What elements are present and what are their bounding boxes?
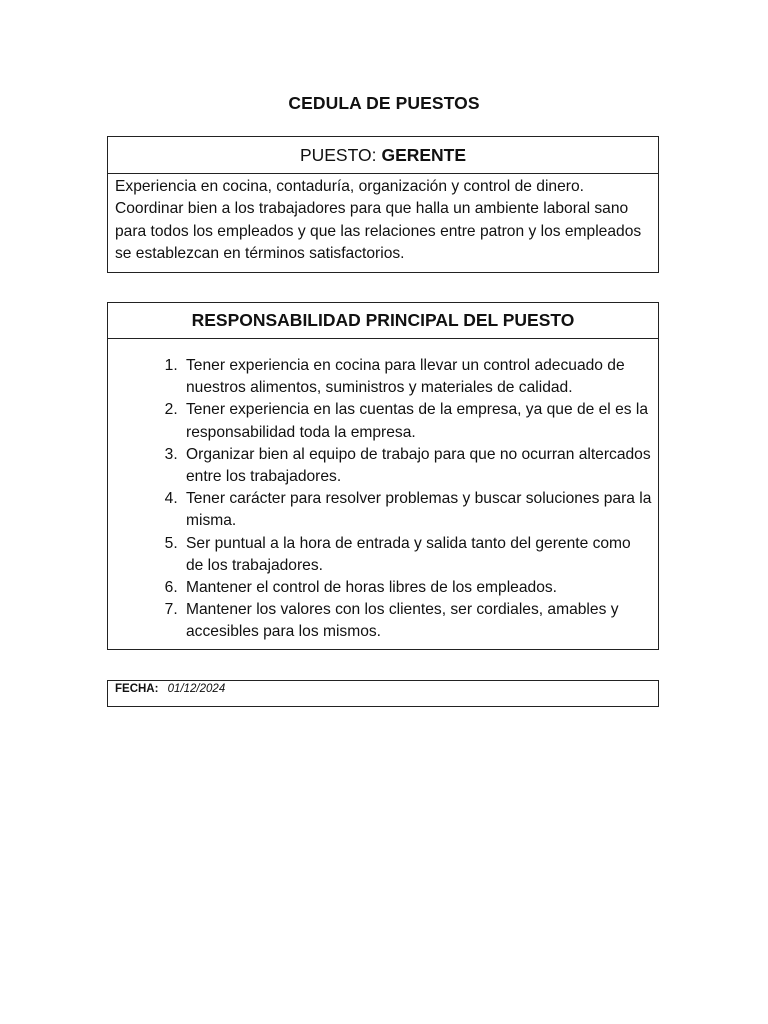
- list-item: 6. Mantener el control de horas libres de los empleados.: [182, 577, 652, 599]
- fecha-section: [107, 680, 659, 707]
- list-item: 5. Ser puntual a la hora de entrada y salida tanto del gerente como de los trabajadores.: [182, 533, 652, 577]
- puesto-description: Experiencia en cocina, contaduría, organización y control de dinero. Coordinar bien a los trabajadores para que halla un ambiente laboral sano para todos los empleados y que las relaciones entre patron y los empleados se establezcan en términos satisfactorios.: [115, 178, 642, 263]
- puesto-label: PUESTO:: [299, 144, 377, 165]
- responsabilidad-list: [108, 339, 658, 644]
- list-item: 1. Tener experiencia en cocina para llevar un control adecuado de nuestros alimentos, suministros y materiales de calidad.: [182, 355, 652, 399]
- fecha-value: 01/12/2024: [167, 683, 226, 695]
- list-item: 4. Tener carácter para resolver problemas y buscar soluciones para la misma.: [182, 488, 652, 532]
- list-item: 2. Tener experiencia en las cuentas de la empresa, ya que de el es la responsabilidad toda la empresa.: [182, 399, 652, 443]
- list-item: 3. Organizar bien al equipo de trabajo para que no ocurran altercados entre los trabajadores.: [182, 444, 652, 488]
- document-title: CEDULA DE PUESTOS: [288, 93, 480, 113]
- puesto-header: [108, 137, 658, 174]
- puesto-section: [107, 136, 659, 273]
- responsabilidad-heading: RESPONSABILIDAD PRINCIPAL DEL PUESTO: [108, 303, 658, 339]
- puesto-value: GERENTE: [381, 144, 467, 165]
- responsabilidad-section: [107, 302, 659, 650]
- list-item: 7. Mantener los valores con los clientes, ser cordiales, amables y accesibles para los mismos.: [182, 599, 652, 643]
- fecha-label: FECHA:: [115, 683, 159, 695]
